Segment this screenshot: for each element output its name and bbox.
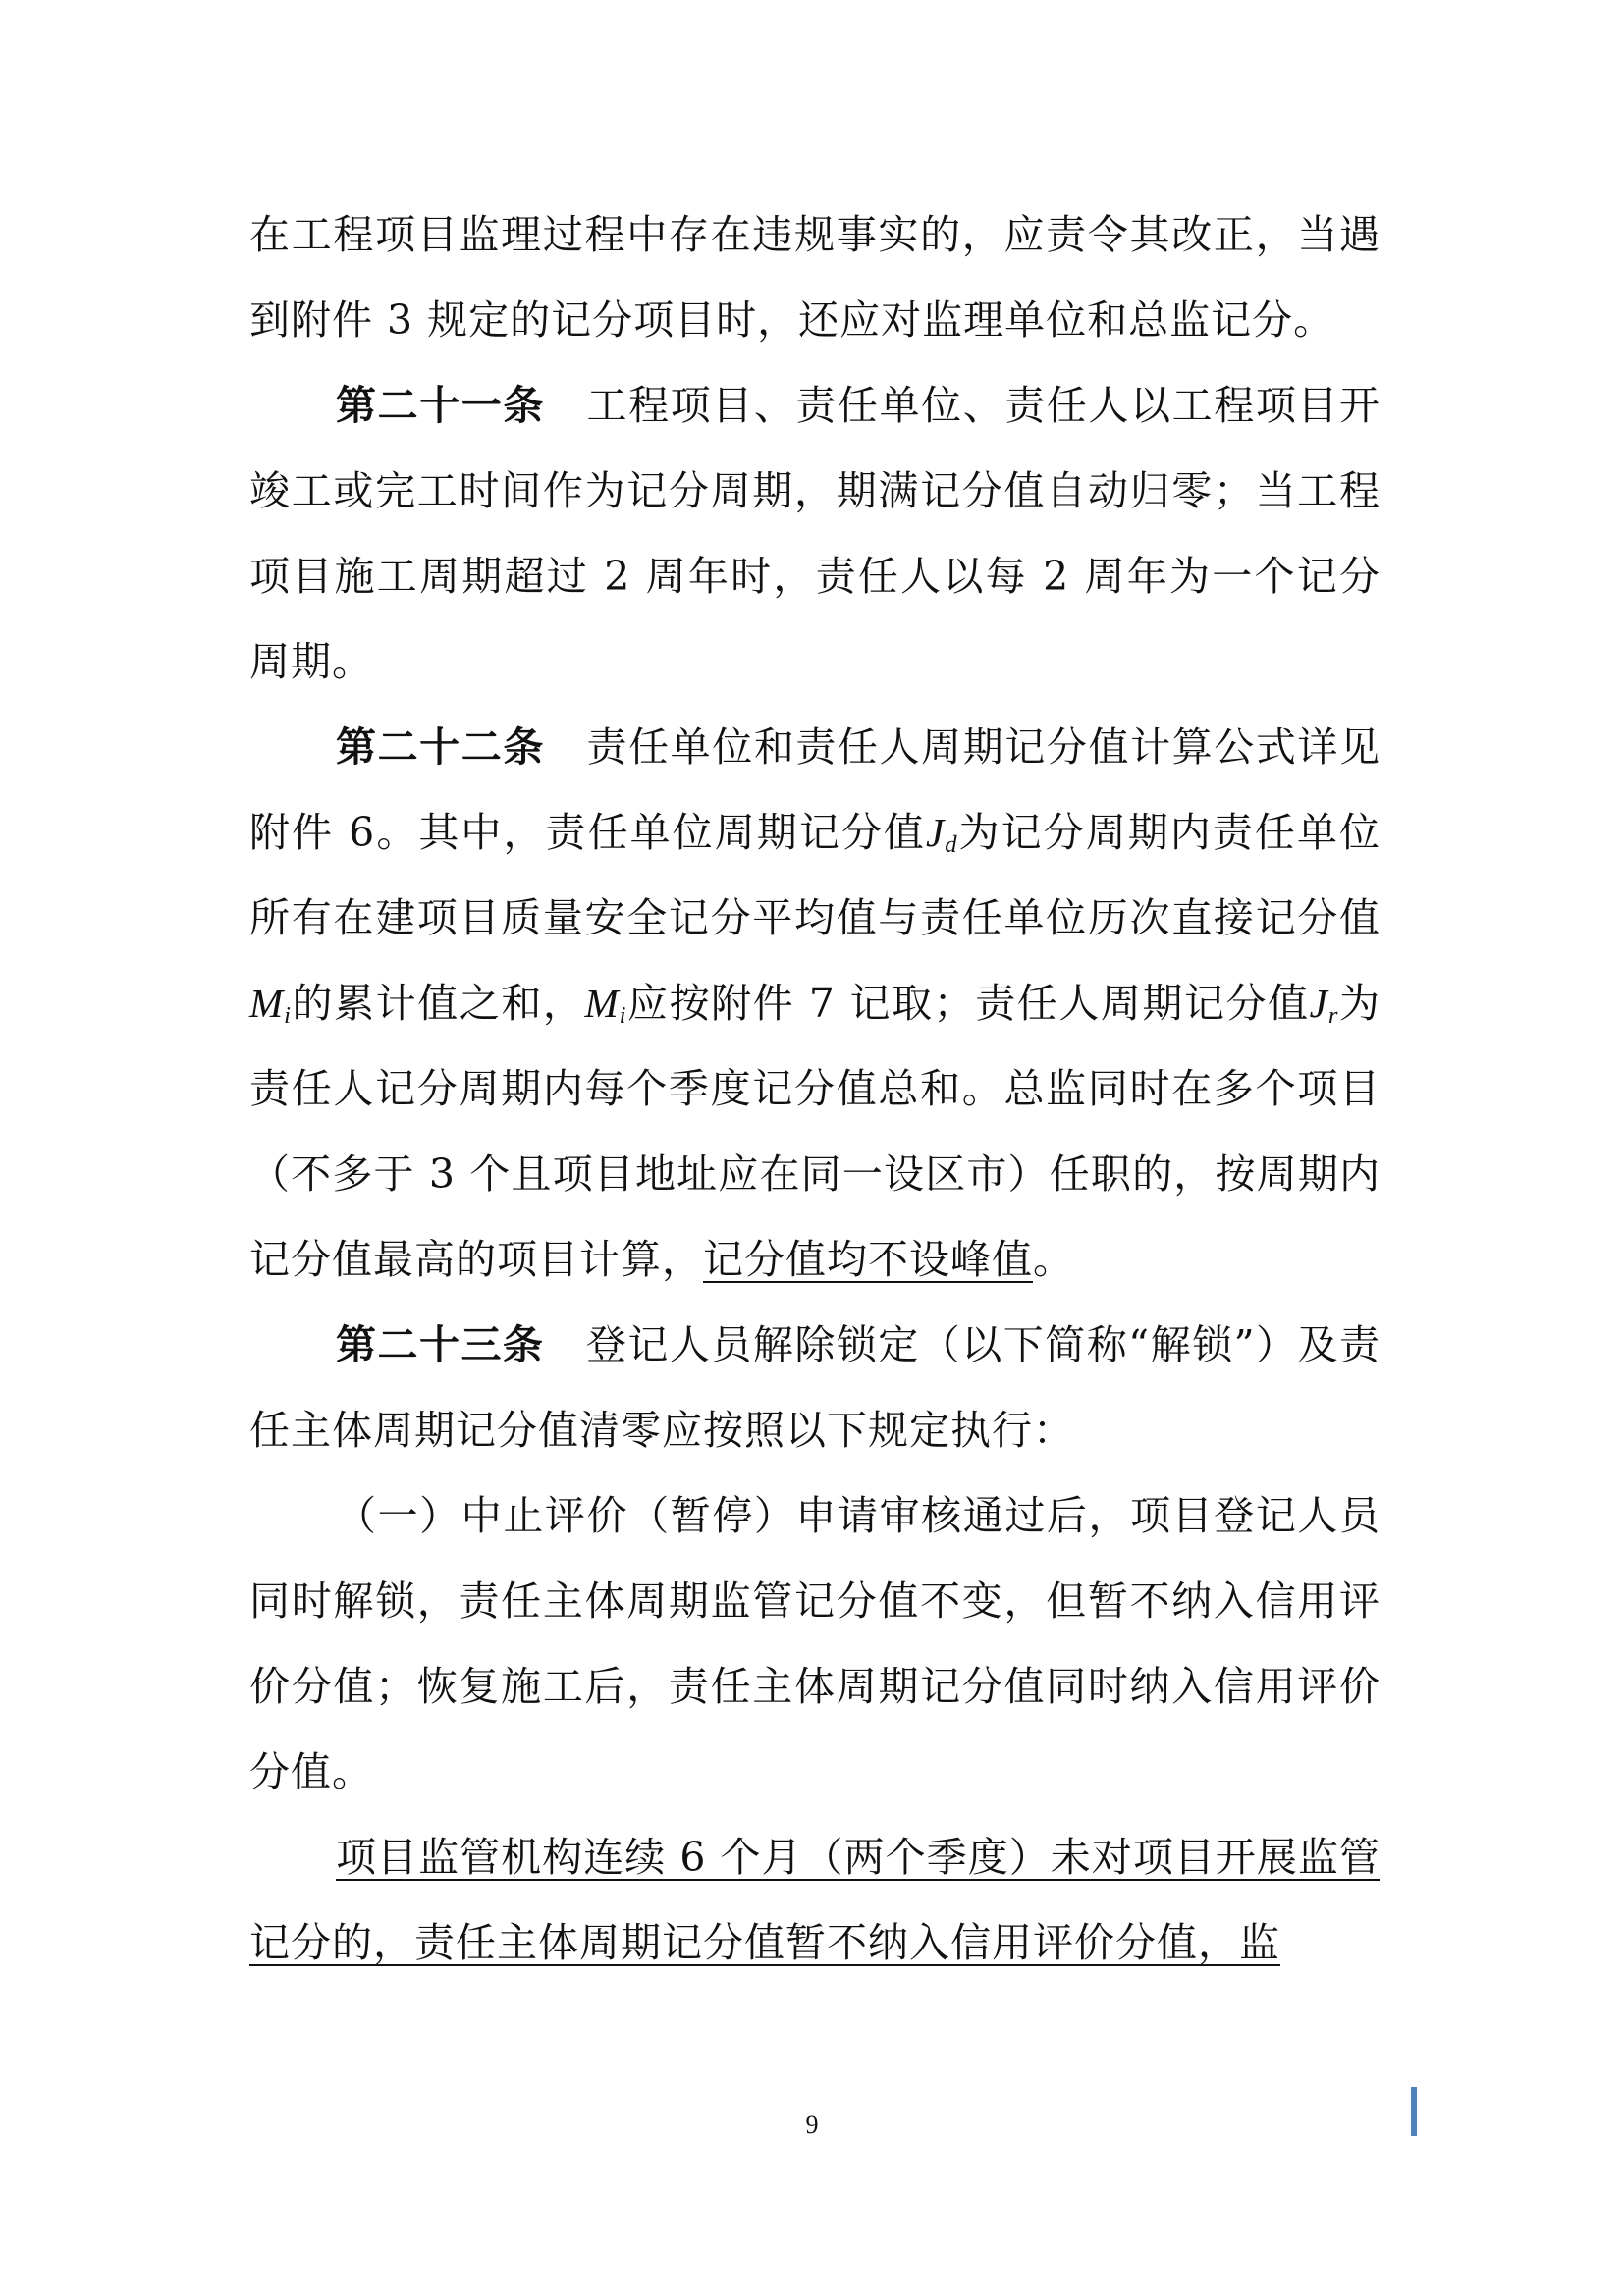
variable-jd: $J_d$ <box>925 810 958 859</box>
article-text: 工程项目、责任单位、责任人以工程项目开竣工或完工时间作为记分周期，期满记分值自动归零；当工程项目施工周期超过 2 周年时，责任人以每 2 周年为一个记分周期。 <box>249 382 1381 685</box>
paragraph-item-1: （一）中止评价（暂停）申请审核通过后，项目登记人员同时解锁，责任主体周期监管记分值不变，但暂不纳入信用评价分值；恢复施工后，责任主体周期记分值同时纳入信用评价分值。 <box>249 1492 1380 1795</box>
variable-jr: $J_r$ <box>1309 981 1339 1030</box>
article-heading: 第二十一条 <box>336 382 545 429</box>
variable-mi: $M_i$ <box>249 981 292 1030</box>
page-body <box>249 192 1380 1986</box>
underlined-text: 项目监管机构连续 6 个月（两个季度）未对项目开展监管记分的，责任主体周期记分值暂不纳入信用评价分值，监 <box>249 1834 1380 1966</box>
article-text: 应按附件 7 记取；责任人周期记分值 <box>626 980 1310 1027</box>
variable-mi: $M_i$ <box>584 981 627 1030</box>
paragraph-article-22 <box>249 705 1380 1303</box>
underlined-text: 记分值均不设峰值 <box>703 1236 1033 1283</box>
article-text: 责任单位和责任人周期记分值计算公式详见附件 6。其中，责任单位周期记分值 <box>249 723 1381 856</box>
article-text: 。 <box>1033 1236 1074 1283</box>
margin-bar <box>1411 2087 1417 2136</box>
paragraph-article-23 <box>249 1303 1380 1473</box>
article-heading: 第二十二条 <box>336 723 545 771</box>
paragraph-article-21 <box>249 363 1380 705</box>
page-number: 9 <box>805 2110 819 2139</box>
paragraph-1: 在工程项目监理过程中存在违规事实的，应责令其改正，当遇到附件 3 规定的记分项目时，还应对监理单位和总监记分。 <box>249 211 1380 344</box>
article-text: 登记人员解除锁定（以下简称“解锁”）及责任主体周期记分值清零应按照以下规定执行： <box>249 1321 1381 1454</box>
paragraph-underlined <box>249 1815 1380 1986</box>
article-text: 为责任人记分周期内每个季度记分值总和。总监同时在多个项目（不多于 3 个且项目地址应在同一设区市）任职的，按周期内记分值最高的项目计算， <box>249 980 1381 1283</box>
article-text: 的累计值之和， <box>292 980 585 1027</box>
article-text: 为记分周期内责任单位所有在建项目质量安全记分平均值与责任单位历次直接记分值 <box>249 809 1380 941</box>
article-heading: 第二十三条 <box>336 1321 545 1368</box>
